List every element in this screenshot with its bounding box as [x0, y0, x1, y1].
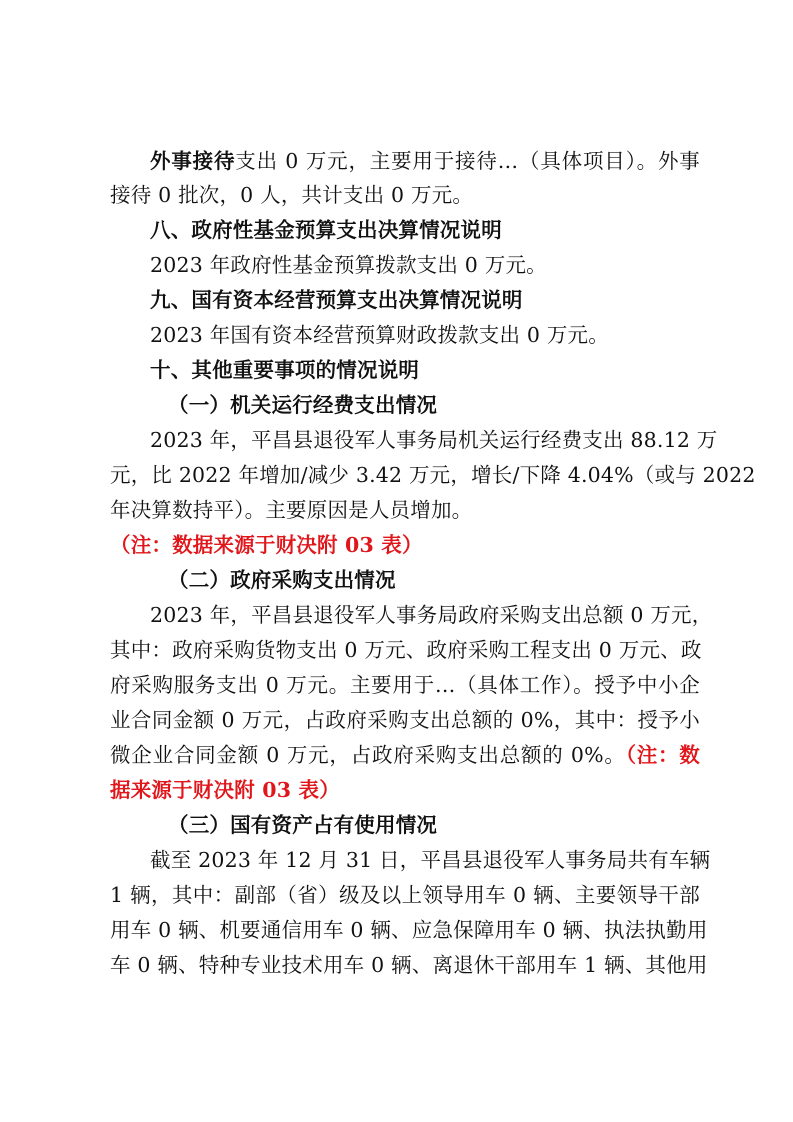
- subsection-heading: （二）政府采购支出情况: [168, 568, 396, 592]
- section-heading: 八、政府性基金预算支出决算情况说明: [150, 218, 502, 242]
- section-heading: 十、其他重要事项的情况说明: [150, 358, 420, 382]
- paragraph-line: 业合同金额 0 万元，占政府采购支出总额的 0%，其中：授予小: [110, 708, 700, 732]
- paragraph-line: 微企业合同金额 0 万元，占政府采购支出总额的 0%。（注：数: [110, 743, 700, 767]
- paragraph-line: 其中：政府采购货物支出 0 万元、政府采购工程支出 0 万元、政: [110, 638, 702, 662]
- source-note-start: （注：数: [625, 743, 700, 767]
- paragraph-line: 2023 年，平昌县退役军人事务局机关运行经费支出 88.12 万: [150, 428, 718, 452]
- source-note: 据来源于财决附 03 表）: [110, 778, 340, 802]
- paragraph-line: 年决算数持平）。主要原因是人员增加。: [110, 498, 473, 522]
- paragraph-line: 2023 年国有资本经营预算财政拨款支出 0 万元。: [150, 323, 609, 347]
- paragraph-line: 1 辆，其中：副部（省）级及以上领导用车 0 辆、主要领导干部: [110, 883, 700, 907]
- paragraph-line: 用车 0 辆、机要通信用车 0 辆、应急保障用车 0 辆、执法执勤用: [110, 918, 708, 942]
- source-note: （注：数据来源于财决附 03 表）: [110, 533, 423, 557]
- paragraph-line: 2023 年，平昌县退役军人事务局政府采购支出总额 0 万元，: [150, 603, 713, 627]
- paragraph-line: 车 0 辆、特种专业技术用车 0 辆、离退休干部用车 1 辆、其他用: [110, 953, 708, 977]
- paragraph-line: 外事接待支出 0 万元，主要用于接待…（具体项目）。外事: [150, 149, 700, 173]
- paragraph-line: 府采购服务支出 0 万元。主要用于…（具体工作）。授予中小企: [110, 673, 700, 697]
- paragraph-line: 截至 2023 年 12 月 31 日，平昌县退役军人事务局共有车辆: [150, 848, 711, 872]
- paragraph-line: 元，比 2022 年增加/减少 3.42 万元，增长/下降 4.04%（或与 2022: [110, 463, 756, 487]
- subsection-heading: （一）机关运行经费支出情况: [168, 393, 438, 417]
- paragraph-line: 接待 0 批次，0 人，共计支出 0 万元。: [110, 183, 474, 207]
- subsection-heading: （三）国有资产占有使用情况: [168, 813, 438, 837]
- lead-term: 外事接待: [150, 149, 236, 173]
- section-heading: 九、国有资本经营预算支出决算情况说明: [150, 288, 523, 312]
- paragraph-line: 2023 年政府性基金预算拨款支出 0 万元。: [150, 253, 547, 277]
